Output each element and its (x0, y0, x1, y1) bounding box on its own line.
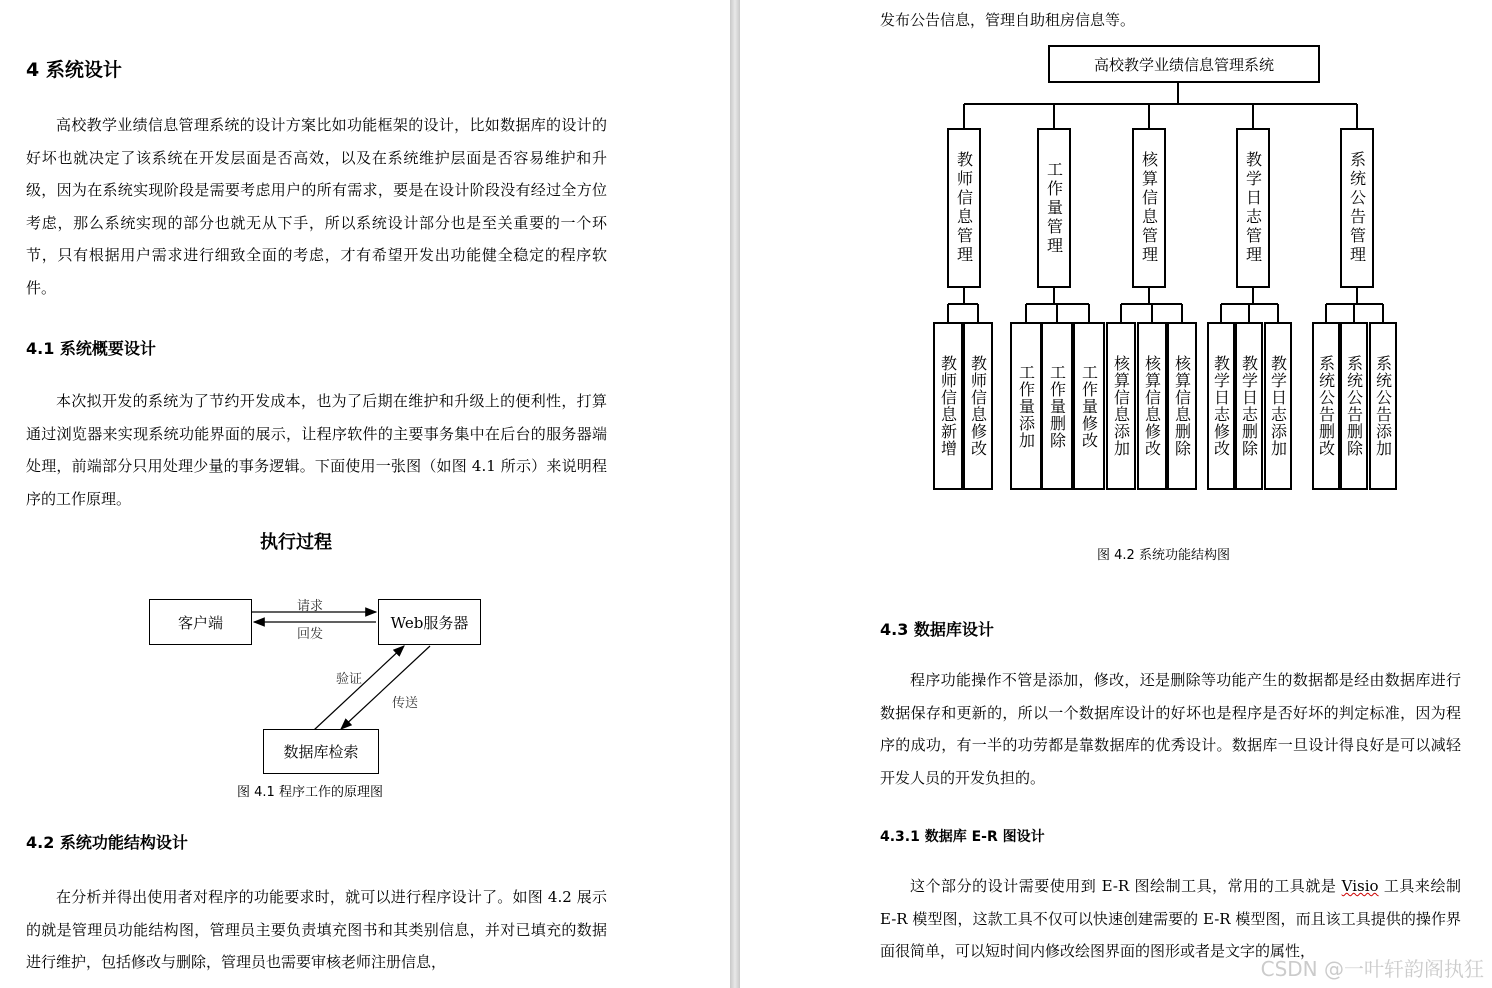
request-label: 请求 (297, 599, 324, 614)
sub-function-label: 教师信息新增 (938, 355, 958, 457)
intro-paragraph: 高校教学业绩信息管理系统的设计方案比如功能框架的设计，比如数据库的设计的好坏也就决定了该系统在开发层面是否高效，以及在系统维护层面是否容易维护和升级，因为在系统实现阶段是需要考虑用户的所有需求，要是在设计阶段没有经过全方位考虑，那么系统实现的部分也就无从下手，所以系统设计部分也是至关重要的一个环节，只有根据用户需求进行细致全面的考虑，才有希望开发出功能健全稳定的程序软件。 (26, 116, 607, 297)
sub-function-label: 工作量添加 (1016, 363, 1036, 449)
sub-function-box (1073, 322, 1105, 490)
sub-function-label: 核算信息删除 (1172, 355, 1192, 457)
reply-label: 回发 (297, 627, 324, 642)
module-label: 系统公告管理 (1347, 151, 1367, 265)
module-label: 核算信息管理 (1139, 151, 1159, 265)
sub-function-box (1264, 322, 1292, 490)
sub-function-box (933, 322, 963, 490)
module-label: 教学日志管理 (1243, 151, 1263, 265)
section-4-3-heading: 4.3 数据库设计 (880, 620, 994, 639)
sub-function-label: 系统公告添加 (1373, 355, 1393, 457)
section-4-3-paragraph: 程序功能操作不管是添加，修改，还是删除等功能产生的数据都是经由数据库进行数据保存和更新的，所以一个数据库设计的好坏也是程序是否好坏的判定标准，因为程序的成功，有一半的功劳都是靠数据库的优秀设计。数据库一旦设计得良好是可以减轻开发人员的开发负担的。 (880, 671, 1461, 787)
figure-4-1-caption: 图 4.1 程序工作的原理图 (237, 785, 383, 800)
sub-function-label: 系统公告删改 (1316, 355, 1336, 457)
sub-function-box (1137, 322, 1167, 490)
module-label: 教师信息管理 (954, 151, 974, 265)
module-label: 工作量管理 (1044, 160, 1064, 256)
sub-function-label: 工作量修改 (1079, 363, 1099, 449)
sub-function-label: 教学日志添加 (1268, 355, 1288, 457)
sub-function-box (1106, 322, 1136, 490)
section-4-2-heading: 4.2 系统功能结构设计 (26, 833, 188, 852)
module-box (1132, 128, 1166, 288)
visio-word: Visio (1341, 877, 1379, 895)
sub-function-label: 教学日志修改 (1211, 355, 1231, 457)
module-box (1037, 128, 1071, 288)
module-box (1340, 128, 1374, 288)
section-4-3-1-heading: 4.3.1 数据库 E-R 图设计 (880, 829, 1045, 845)
database-box: 数据库检索 (263, 729, 379, 774)
er-text-part-2: 工具来绘制 E-R 模型图，这款工具不仅可以快速创建需要的 E-R 模型图，而且该工具提供的操作界面很简单，可以短时间内修改绘图界面的图形或者是文字的属性， (880, 877, 1461, 961)
sub-function-box (1369, 322, 1397, 490)
sub-function-box (1167, 322, 1197, 490)
sub-function-label: 教师信息修改 (968, 355, 988, 457)
module-box (947, 128, 981, 288)
module-box (1236, 128, 1270, 288)
verify-label: 验证 (336, 672, 363, 687)
er-text-part-1: 这个部分的设计需要使用到 E-R 图绘制工具，常用的工具就是 (910, 877, 1342, 895)
figure-4-1-title: 执行过程 (260, 532, 332, 553)
web-server-box: Web服务器 (378, 599, 481, 645)
transfer-label: 传送 (392, 696, 419, 711)
root-system-box: 高校教学业绩信息管理系统 (1048, 45, 1320, 83)
section-4-1-paragraph: 本次拟开发的系统为了节约开发成本，也为了后期在维护和升级上的便利性，打算通过浏览器来实现系统功能界面的展示，让程序软件的主要事务集中在后台的服务器端处理，前端部分只用处理少量的事务逻辑。下面使用一张图（如图 4.1 所示）来说明程序的工作原理。 (26, 392, 607, 508)
sub-function-label: 系统公告删除 (1344, 355, 1364, 457)
sub-function-box (1235, 322, 1263, 490)
client-box: 客户端 (149, 599, 252, 645)
sub-function-box (1312, 322, 1340, 490)
sub-function-box (963, 322, 993, 490)
sub-function-label: 核算信息修改 (1142, 355, 1162, 457)
chapter-heading: 4 系统设计 (26, 59, 122, 81)
sub-function-label: 核算信息添加 (1111, 355, 1131, 457)
sub-function-box (1010, 322, 1042, 490)
sub-function-label: 工作量删除 (1047, 363, 1067, 449)
figure-4-2-caption: 图 4.2 系统功能结构图 (1097, 548, 1230, 563)
csdn-watermark: CSDN @一叶轩韵阁执狂 (1260, 957, 1484, 981)
sub-function-box (1041, 322, 1073, 490)
sub-function-box (1340, 322, 1368, 490)
section-4-1-heading: 4.1 系统概要设计 (26, 339, 156, 358)
section-4-2-paragraph: 在分析并得出使用者对程序的功能要求时，就可以进行程序设计了。如图 4.2 展示的就是管理员功能结构图，管理员主要负责填充图书和其类别信息，并对已填充的数据进行维护，包括修改与删除，管理员也需要审核老师注册信息， (26, 888, 607, 972)
continued-line: 发布公告信息，管理自助租房信息等。 (880, 11, 1136, 29)
sub-function-label: 教学日志删除 (1239, 355, 1259, 457)
sub-function-box (1207, 322, 1235, 490)
